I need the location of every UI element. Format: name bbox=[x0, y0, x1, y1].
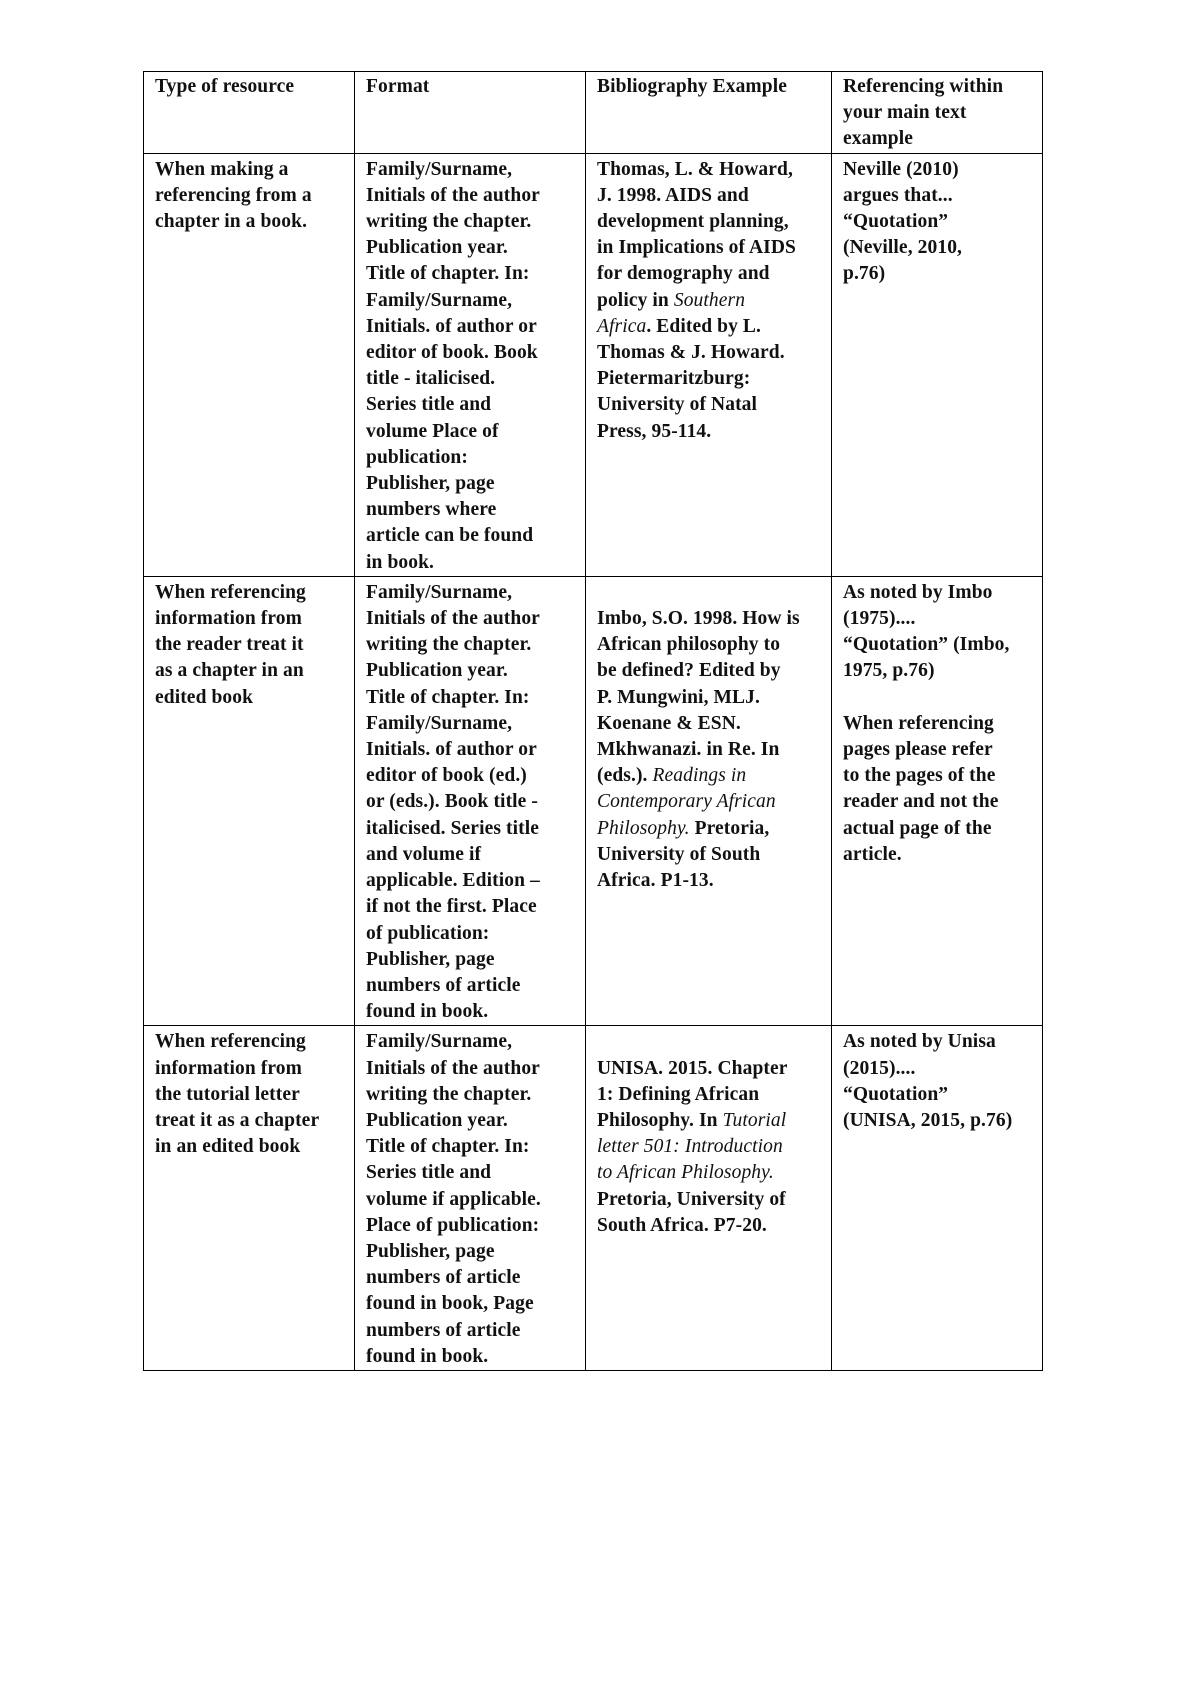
bib-line-italic-mix: Africa. Edited by L. bbox=[597, 315, 761, 337]
referencing-table bbox=[143, 71, 1043, 1371]
cell-type: When referencing information from the tutorial letter treat it as a chapter in an edited book bbox=[144, 1026, 355, 1371]
table-row bbox=[144, 1026, 1043, 1371]
cell-in-text: As noted by Imbo (1975).... “Quotation” (Imbo, 1975, p.76) When referencing pages please refer to the pages of the reader and not the actual page of the article. bbox=[832, 576, 1043, 1025]
cell-in-text: As noted by Unisa (2015).... “Quotation” (UNISA, 2015, p.76) bbox=[832, 1026, 1043, 1371]
header-type-of-resource: Type of resource bbox=[144, 72, 355, 154]
header-bibliography-example: Bibliography Example bbox=[586, 72, 832, 154]
header-format: Format bbox=[355, 72, 586, 154]
cell-format: Family/Surname, Initials of the author writing the chapter. Publication year. Title of chapter. In: Family/Surname, Initials. of author or editor of book. Book title - italicised. Series title and volume Place of publication: Publisher, page numbers where article can be found in book. bbox=[355, 153, 586, 576]
blank-line bbox=[597, 1029, 821, 1055]
cell-bibliography: UNISA. 2015. Chapter 1: Defining African Philosophy. In Tutorial letter 501: Introduction to African Philosophy. Pretoria, University of South Africa. P7-20. bbox=[586, 1026, 832, 1371]
cell-bibliography: Imbo, S.O. 1998. How is African philosophy to be defined? Edited by P. Mungwini, MLJ. Koenane & ESN. Mkhwanazi. in Re. In (eds.). Readings in Contemporary African Philosophy. Pretoria, University of South Africa. P1-13. bbox=[586, 576, 832, 1025]
blank-line bbox=[843, 685, 1032, 711]
bib-line-italic-mix: Philosophy. Pretoria, bbox=[597, 817, 770, 839]
cell-type: When referencing information from the reader treat it as a chapter in an edited book bbox=[144, 576, 355, 1025]
header-in-text-example: Referencing within your main text example bbox=[832, 72, 1043, 154]
bib-line-italic-mix: (eds.). Readings in bbox=[597, 765, 747, 787]
cell-format: Family/Surname, Initials of the author writing the chapter. Publication year. Title of chapter. In: Family/Surname, Initials. of author or editor of book (ed.) or (eds.). Book title - italicised. Series title and volume if applicable. Edition – if not the first. Place of publication: Publisher, page numbers of article found in book. bbox=[355, 576, 586, 1025]
blank-line bbox=[597, 580, 821, 606]
table-row bbox=[144, 153, 1043, 576]
table-row bbox=[144, 576, 1043, 1025]
bib-line-italic-mix: Philosophy. In Tutorial bbox=[597, 1109, 787, 1131]
cell-type: When making a referencing from a chapter in a book. bbox=[144, 153, 355, 576]
cell-in-text: Neville (2010) argues that... “Quotation” (Neville, 2010, p.76) bbox=[832, 153, 1043, 576]
cell-bibliography: Thomas, L. & Howard, J. 1998. AIDS and development planning, in Implications of AIDS for demography and policy in Southern Africa. Edited by L. Thomas & J. Howard. Pietermaritzburg: University of Natal Press, 95-114. bbox=[586, 153, 832, 576]
table-header-row bbox=[144, 72, 1043, 154]
bib-line-italic-mix: policy in Southern bbox=[597, 289, 746, 311]
cell-format: Family/Surname, Initials of the author writing the chapter. Publication year. Title of chapter. In: Series title and volume if applicable. Place of publication: Publisher, page numbers of article found in book, Page numbers of article found in book. bbox=[355, 1026, 586, 1371]
